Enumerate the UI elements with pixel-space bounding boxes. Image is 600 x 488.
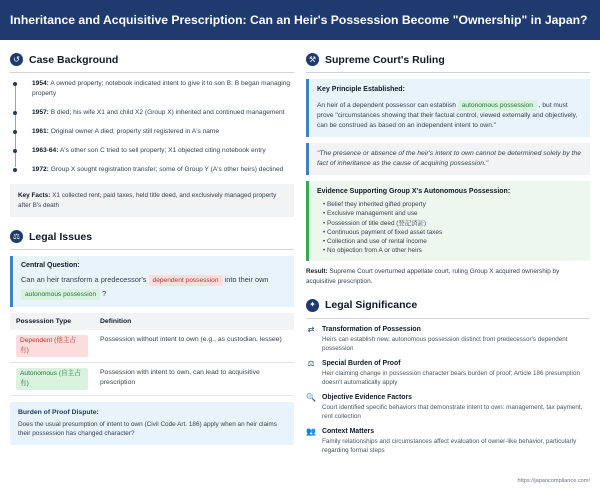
users-icon: 👥 — [306, 426, 316, 436]
left-column — [10, 40, 294, 461]
autonomous-possession-tag: autonomous possession — [21, 289, 100, 300]
central-question-text: Can an heir transform a predecessor's dependent possession into their own autonomous possession ? — [21, 275, 269, 298]
possession-type-table — [10, 313, 294, 396]
timeline-dot — [13, 168, 17, 172]
evidence-list — [317, 200, 582, 255]
timeline-dot — [13, 82, 17, 86]
list-item: • Exclusive management and use — [323, 209, 582, 218]
scales-icon: ⚖ — [10, 230, 23, 243]
timeline-dot — [13, 130, 17, 134]
central-question-label: Central Question: — [21, 262, 80, 269]
page-header — [0, 0, 600, 40]
lightbulb-icon: ✦ — [306, 299, 319, 312]
exchange-icon: ⇄ — [307, 324, 315, 334]
timeline-dot — [13, 111, 17, 115]
list-item: • Collection and use of rental income — [323, 237, 582, 246]
list-item: • Possession of title deed (登記済証) — [323, 219, 582, 228]
list-item: • Continuous payment of fixed asset taxes — [323, 228, 582, 237]
list-item: • No objection from A or other heirs — [323, 246, 582, 255]
history-icon: ↺ — [10, 53, 23, 66]
possession-type-badge: Dependent (他主占有) — [16, 335, 88, 357]
timeline-item: 1954: A owned property; notebook indicated intent to give it to son B; B began managing property — [32, 79, 294, 99]
timeline-item: 1963-64: A's other son C tried to sell property; X1 objected citing notebook entry — [32, 146, 294, 156]
key-facts-box: Key Facts: X1 collected rent, paid taxes, held title deed, and exclusively managed property after B's death — [10, 184, 294, 217]
significance-heading: ✦ Legal Significance — [306, 299, 590, 312]
timeline-item: 1961: Original owner A died; property still registered in A's name — [32, 127, 294, 137]
legal-issues-heading: ⚖ Legal Issues — [10, 230, 294, 243]
right-column — [306, 40, 590, 461]
significance-item: ⚖ Special Burden of Proof Heir claiming change in possession character bears burden of proof; Article 186 presumption doesn't automatically apply — [307, 358, 580, 386]
page-title: Inheritance and Acquisitive Prescription: Can an Heir's Possession Become "Ownership" in Japan? — [10, 13, 588, 27]
column-header: Possession Type — [10, 313, 94, 330]
gavel-icon: ⚒ — [306, 53, 319, 66]
case-background-heading: ↺ Case Background — [10, 53, 294, 66]
case-timeline — [10, 79, 294, 175]
significance-item: 🔍 Objective Evidence Factors Court identified specific behaviors that demonstrate intent to own: management, tax payment, rent collection — [306, 392, 583, 420]
significance-item: ⇄ Transformation of Possession Heirs can establish new, autonomous possession distinct from predecessor's dependent possession — [307, 324, 568, 352]
divider — [306, 72, 590, 73]
burden-of-proof-box: Burden of Proof Dispute: Does the usual presumption of intent to own (Civil Code Art. 186) apply when an heir claims their possession has changed character? — [10, 402, 294, 445]
court-quote: "The presence or absence of the heir's intent to own cannot be determined solely by the fact of inheritance as the cause of acquiring possession." — [306, 143, 590, 175]
evidence-box: Evidence Supporting Group X's Autonomous Possession: • Belief they inherited gifted property • Exclusive management and use • Possession of title deed (登記済証) • Continuous payment of fixed asset taxes • Collection and use of rental income • No objection from A or other heirs — [306, 181, 590, 261]
central-question-box — [10, 256, 294, 307]
dependent-possession-tag: dependent possession — [149, 275, 223, 286]
divider — [306, 318, 590, 319]
result-text: Result: Supreme Court overturned appellate court, ruling Group X acquired ownership by acquisitive prescription. — [306, 268, 560, 285]
divider — [10, 249, 294, 250]
key-principle-box: Key Principle Established: An heir of a dependent possessor can establish autonomous possession , but must prove "circumstances showing that their factual control, viewed externally and objectively, can be construed as based on an independent intent to own." — [306, 79, 590, 137]
timeline-item: 1972: Group X sought registration transfer; some of Group Y (A's other heirs) declined — [32, 165, 294, 175]
timeline-item: 1957: B died; his wife X1 and child X2 (Group X) inherited and continued management — [32, 108, 294, 118]
possession-type-badge: Autonomous (自主占有) — [16, 368, 88, 390]
timeline-dot — [13, 149, 17, 153]
table-row: Autonomous (自主占有) Possession with intent to own, can lead to acquisitive prescription — [10, 363, 294, 396]
ruling-heading: ⚒ Supreme Court's Ruling — [306, 53, 590, 66]
search-icon: 🔍 — [306, 392, 316, 402]
significance-item: 👥 Context Matters Family relationships and circumstances affect evaluation of owner-like behavior, particularly regarding formal steps — [306, 426, 577, 454]
table-row: Dependent (他主占有) Possession without intent to own (e.g., as custodian, lessee) — [10, 330, 294, 363]
autonomous-possession-tag: autonomous possession — [458, 100, 537, 111]
divider — [10, 72, 294, 73]
list-item: • Belief they inherited gifted property — [323, 200, 582, 209]
footer-url: https://japancompliance.com/ — [517, 478, 590, 484]
column-header: Definition — [94, 313, 294, 330]
balance-icon: ⚖ — [307, 358, 315, 368]
